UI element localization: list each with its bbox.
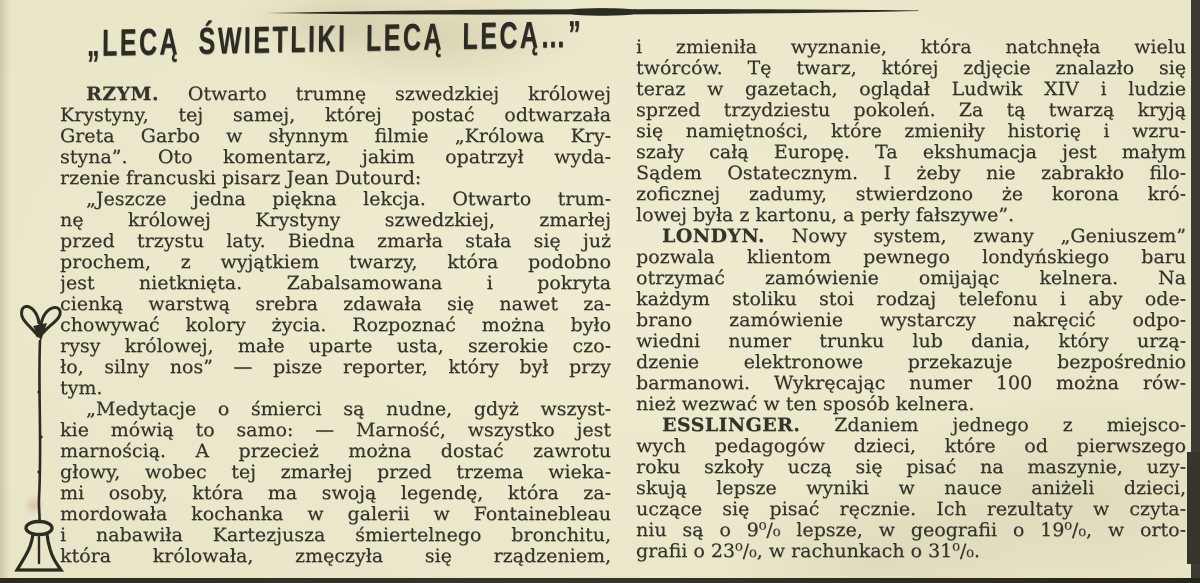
dateline: RZYM. <box>86 84 159 105</box>
text-line: ło, silny nos” — pisze reporter, który był przy <box>60 357 611 378</box>
text-line: twórców. Tę twarz, której zdjęcie znalazło się <box>636 58 1186 79</box>
text-line: styna”. Oto komentarz, jakim opatrzył wyda- <box>60 147 611 168</box>
text-line: mordowała kochanka w galerii w Fontainebleau <box>60 504 611 525</box>
article-title-text: „LECĄ ŚWIETLIKI LECĄ LECĄ…” <box>86 13 584 65</box>
text-line: tym. <box>60 378 103 399</box>
text-line: teraz w gazetach, oglądał Ludwik XIV i ludzie <box>636 79 1186 100</box>
ink-rule-top <box>268 5 920 17</box>
text-line: roku szkoły uczą się pisać na maszynie, uzy- <box>636 457 1186 478</box>
text-line: i zmieniła wyznanie, która natchnęła wielu <box>636 37 1186 58</box>
text-line: Sądem Ostatecznym. I żeby nie zabrakło filo- <box>636 163 1186 184</box>
text-line: kie mówią to samo: — Marność, wszystko jest <box>60 420 611 441</box>
right-column <box>636 37 1186 562</box>
bottom-rule <box>0 578 1200 583</box>
text-line: Krystyny, tej samej, której postać odtwarzała <box>60 105 611 126</box>
text-line: grafii o 23⁰/₀, w rachunkach o 31⁰/₀. <box>636 541 980 562</box>
text-line: każdym stoliku stoi rodzaj telefonu i aby ode- <box>636 289 1186 310</box>
text-line: cienką warstwą srebra zdawała się nawet za- <box>60 294 611 315</box>
text-line: która królowała, zmęczyła się rządzeniem, <box>60 546 611 567</box>
text-line: i nabawiła Kartezjusza śmiertelnego bronchitu, <box>60 525 611 546</box>
text-line: LONDYN. Nowy system, zwany „Geniuszem” <box>662 226 1186 247</box>
text-line: pozwala klientom pewnego londyńskiego baru <box>636 247 1186 268</box>
text-line: „Medytacje o śmierci są nudne, gdyż wszyst- <box>86 399 611 420</box>
text-line: ESSLINGER. Zdaniem jednego z miejsco- <box>662 415 1186 436</box>
text-line: lowej była z kartonu, a perły fałszywe”. <box>636 205 1015 226</box>
text-line: się namiętności, które zmieniły historię i wzru- <box>636 121 1186 142</box>
left-column <box>60 84 611 567</box>
text-line: dzenie elektronowe przekazuje bezpośrednio <box>636 352 1186 373</box>
text-line: chowywać kolory życia. Rozpoznać można było <box>60 315 611 336</box>
text-line: uczące się pisać ręcznie. Ich rezultaty w czyta- <box>636 499 1186 520</box>
text-line: szały całą Europę. Ta ekshumacja jest małym <box>636 142 1186 163</box>
article-title <box>60 13 610 75</box>
text-line: Greta Garbo w słynnym filmie „Królowa Kry- <box>60 126 611 147</box>
text-line: niu są o 9⁰/₀ lepsze, w geografii o 19⁰/₀, w orto- <box>636 520 1186 541</box>
text-line: sprzed trzydziestu pokoleń. Za tą twarzą kryją <box>636 100 1186 121</box>
left-edge-shading <box>0 0 10 583</box>
text-line: jest nietknięta. Zabalsamowana i pokryta <box>60 273 611 294</box>
text-line: prochem, z wyjątkiem twarzy, która podobno <box>60 252 611 273</box>
text-line: głowy, wobec tej zmarłej przed trzema wieka- <box>60 462 611 483</box>
text-line: otrzymać zamówienie omijając kelnera. Na <box>636 268 1186 289</box>
text-line: RZYM. Otwarto trumnę szwedzkiej królowej <box>86 84 611 105</box>
dateline: ESSLINGER. <box>662 415 801 436</box>
text-line: rysy królowej, małe uparte usta, szerokie czo- <box>60 336 611 357</box>
text-line: rzenie francuski pisarz Jean Dutourd: <box>60 168 422 189</box>
text-line: nę królowej Krystyny szwedzkiej, zmarłej <box>60 210 611 231</box>
spindle-drawing-icon <box>6 296 66 580</box>
text-line: wiedni numer trunku lub dania, który urzą- <box>636 331 1186 352</box>
page-edge-mark <box>1187 452 1200 564</box>
text-line: barmanowi. Wykręcając numer 100 można rów- <box>636 373 1186 394</box>
text-line: przed trzystu laty. Biedna zmarła stała się już <box>60 231 611 252</box>
text-line: „Jeszcze jedna piękna lekcja. Otwarto trum- <box>86 189 611 210</box>
text-line: marnością. A przecież można dostać zawrotu <box>60 441 611 462</box>
text-line: mi osoby, która ma swoją legendę, która za- <box>60 483 611 504</box>
text-line: brano zamówienie wystarczy nakręcić odpo- <box>636 310 1186 331</box>
text-line: skują lepsze wyniki w nauce aniżeli dzieci, <box>636 478 1186 499</box>
text-line: nież wezwać w ten sposób kelnera. <box>636 394 975 415</box>
text-line: wych pedagogów dzieci, które od pierwszego <box>636 436 1186 457</box>
dateline: LONDYN. <box>662 226 765 247</box>
text-line: zoficznej zadumy, stwierdzono że korona kró- <box>636 184 1186 205</box>
